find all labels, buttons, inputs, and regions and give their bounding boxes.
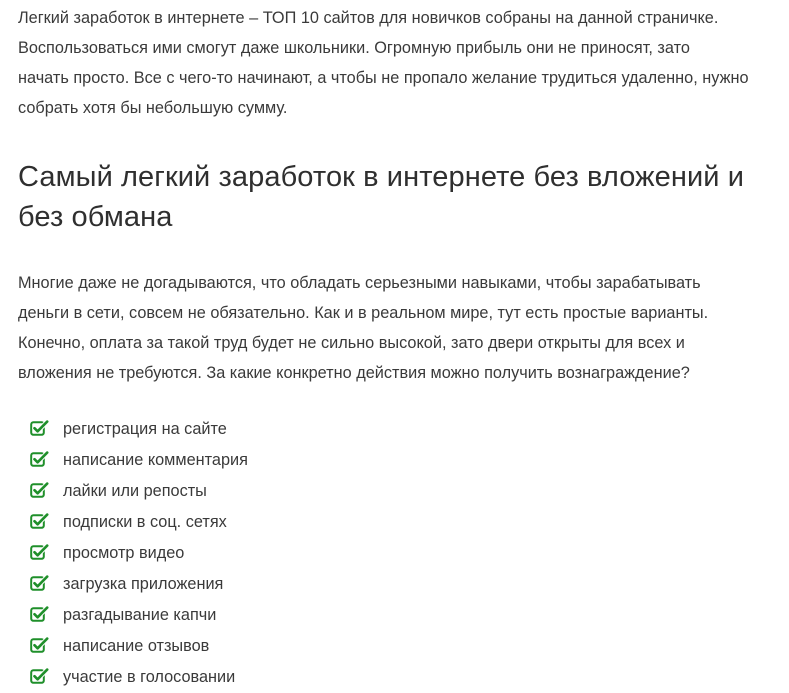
checklist-item: [30, 507, 771, 538]
checklist-item-label: подписки в соц. сетях: [63, 513, 227, 531]
checklist-item: [30, 569, 771, 600]
body-line: вложения не требуются. За какие конкретно действия можно получить вознаграждение?: [18, 364, 690, 382]
checkbox-check-icon: [30, 450, 49, 468]
checklist-item: [30, 476, 771, 507]
checklist-item-label: просмотр видео: [63, 544, 185, 562]
body-line: деньги в сети, совсем не обязательно. Как и в реальном мире, тут есть простые варианты.: [18, 304, 709, 322]
checkbox-check-icon: [30, 605, 49, 623]
checklist-item: [30, 662, 771, 693]
intro-line: Легкий заработок в интернете – ТОП 10 сайтов для новичков собраны на данной страничке.: [18, 9, 719, 27]
intro-line: начать просто. Все с чего-то начинают, а чтобы не пропало желание трудиться удаленно, нужно: [18, 69, 749, 87]
checklist-item-label: написание комментария: [63, 451, 248, 469]
section-heading: [18, 157, 771, 237]
intro-paragraph: [18, 0, 771, 123]
checklist-item-label: разгадывание капчи: [63, 606, 217, 624]
body-line: Многие даже не догадываются, что обладать серьезными навыками, чтобы зарабатывать: [18, 274, 701, 292]
intro-line: Воспользоваться ими смогут даже школьники. Огромную прибыль они не приносят, зато: [18, 39, 690, 57]
checklist-item-label: загрузка приложения: [63, 575, 224, 593]
checklist-item: [30, 414, 771, 445]
checklist-item-label: регистрация на сайте: [63, 420, 227, 438]
checklist: [18, 414, 771, 693]
checklist-item: [30, 631, 771, 662]
checkbox-check-icon: [30, 512, 49, 530]
checkbox-check-icon: [30, 419, 49, 437]
checklist-item-label: написание отзывов: [63, 637, 210, 655]
checklist-item: [30, 445, 771, 476]
checkbox-check-icon: [30, 636, 49, 654]
body-paragraph: [18, 268, 771, 388]
heading-line: Самый легкий заработок в интернете без вложений и: [18, 161, 745, 193]
checkbox-check-icon: [30, 574, 49, 592]
checklist-item-label: лайки или репосты: [63, 482, 207, 500]
intro-line: собрать хотя бы небольшую сумму.: [18, 99, 288, 117]
checklist-item: [30, 600, 771, 631]
heading-line: без обмана: [18, 201, 173, 233]
checkbox-check-icon: [30, 543, 49, 561]
checkbox-check-icon: [30, 667, 49, 685]
checklist-item: [30, 538, 771, 569]
checklist-item-label: участие в голосовании: [63, 668, 236, 686]
body-line: Конечно, оплата за такой труд будет не сильно высокой, зато двери открыты для всех и: [18, 334, 685, 352]
checkbox-check-icon: [30, 481, 49, 499]
